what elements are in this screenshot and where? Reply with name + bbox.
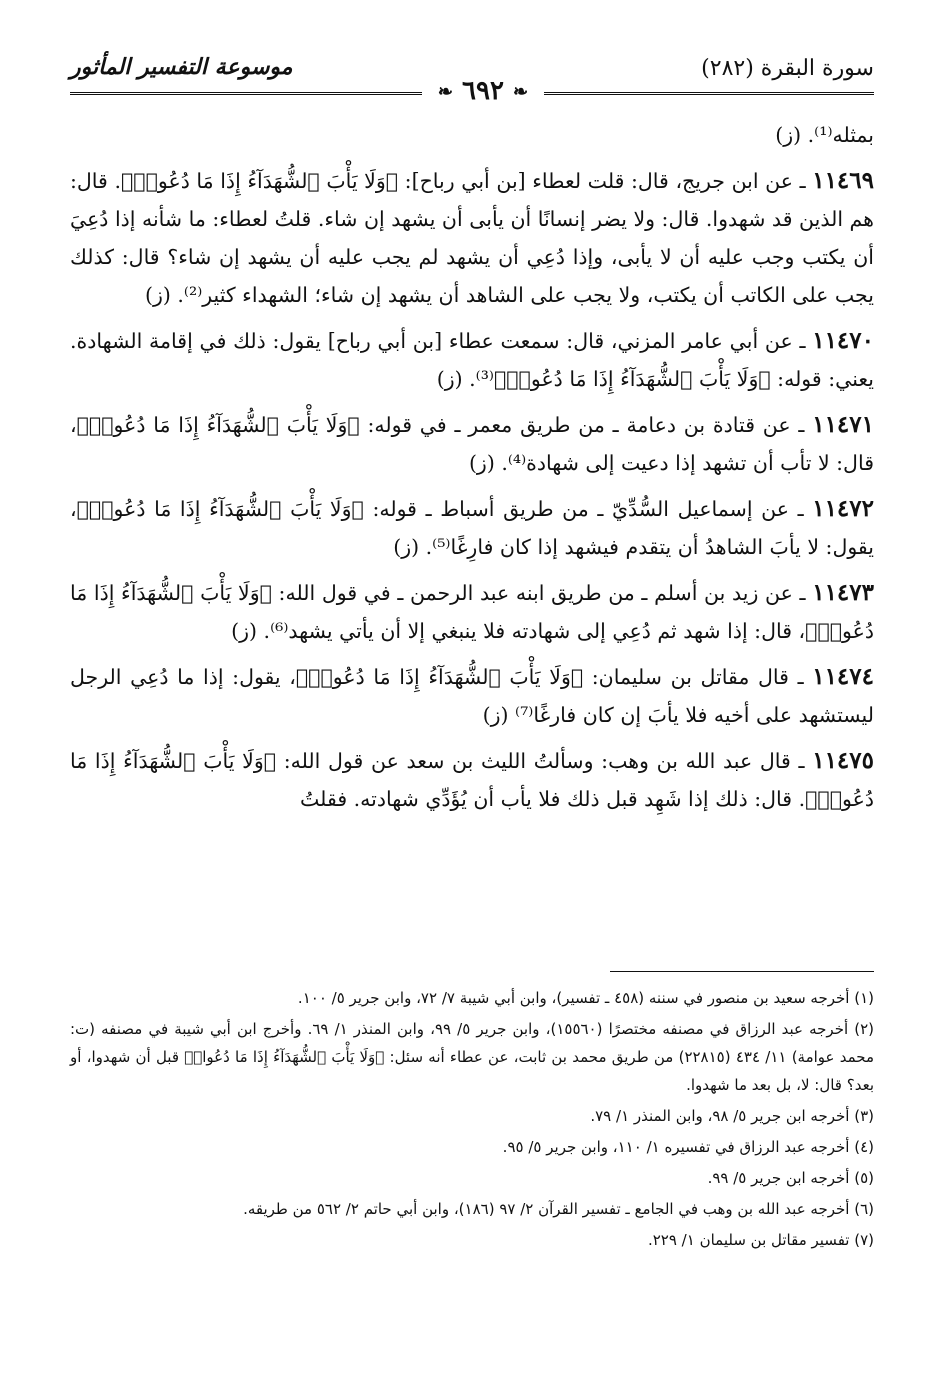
athar-number: ١١٤٧٠ <box>812 327 874 354</box>
footnote: (١) أخرجه سعيد بن منصور في سننه (٤٥٨ ـ تفسير)، وابن أبي شيبة ٧/ ٧٢، وابن جرير ٥/ ١٠٠. <box>297 989 874 1007</box>
footnote: (٥) أخرجه ابن جرير ٥/ ٩٩. <box>707 1169 874 1187</box>
paragraph <box>70 742 874 818</box>
paragraph-text: ـ عن قتادة بن دعامة ـ من طريق معمر ـ في قوله: ﴿وَلَا يَأْبَ ٱلشُّهَدَآءُ إِذَا مَا دُعُوا۟﴾، قال: لا تأب أن تشهد إذا دعيت إلى شهادة⁽⁴⁾. (ز) <box>70 413 874 475</box>
paragraph-text: ـ عن ابن جريج، قال: قلت لعطاء [بن أبي رباح]: ﴿وَلَا يَأْبَ ٱلشُّهَدَآءُ إِذَا مَا دُعُوا۟﴾. قال: هم الذين قد شهدوا. قال: ولا يضر إنسانًا أن يأبى أن يشهد إن شاء. قلتُ لعطاء: ما شأنه إذا دُعِيَ أن يكتب وجب عليه أن لا يأبى، وإذا دُعِي أن يشهد لم يجب عليه أن يشهد إن شاء؟ قال: كذلك يجب على الكاتب أن يكتب، ولا يجب على الشاهد أن يشهد إن شاء؛ الشهداء كثير⁽²⁾. (ز) <box>69 169 874 307</box>
page-number-block <box>422 76 544 106</box>
paragraph-text: ـ قال عبد الله بن وهب: وسألتُ الليث بن سعد عن قول الله: ﴿وَلَا يَأْبَ ٱلشُّهَدَآءُ إِذَا مَا دُعُوا۟﴾. قال: ذلك إذا شَهِد قبل ذلك فلا يأب أن يُؤَدِّي شهادته. فقلتُ <box>70 749 874 811</box>
paragraph <box>70 322 874 398</box>
athar-number: ١١٤٧٥ <box>812 747 874 774</box>
paragraph-text: بمثله⁽¹⁾. (ز) <box>775 123 874 147</box>
paragraph <box>70 116 874 154</box>
footnotes <box>70 984 874 1257</box>
footnote: (٣) أخرجه ابن جرير ٥/ ٩٨، وابن المنذر ١/ ٧٩. <box>590 1107 874 1125</box>
ornament-icon: ❧ <box>437 81 453 103</box>
paragraph-text: ـ قال مقاتل بن سليمان: ﴿وَلَا يَأْبَ ٱلشُّهَدَآءُ إِذَا مَا دُعُوا۟﴾، يقول: إذا ما دُعِي الرجل ليستشهد على أخيه فلا يأبَ إن كان فارغًا⁽⁷⁾ (ز) <box>70 665 874 727</box>
footnote-separator <box>610 971 874 972</box>
paragraph <box>70 574 874 650</box>
paragraph-text: ـ عن إسماعيل السُّدِّيّ ـ من طريق أسباط ـ قوله: ﴿وَلَا يَأْبَ ٱلشُّهَدَآءُ إِذَا مَا دُعُوا۟﴾، يقول: لا يأبَ الشاهدُ أن يتقدم فيشهد إذا كان فارِغًا⁽⁵⁾. (ز) <box>70 497 874 559</box>
book-title: موسوعة التفسير المأثور <box>70 54 293 80</box>
athar-number: ١١٤٧١ <box>812 411 874 438</box>
paragraph <box>70 658 874 734</box>
footnote: (٢) أخرجه عبد الرزاق في مصنفه مختصرًا (١٥٥٦٠)، وابن جرير ٥/ ٩٩، وابن المنذر ١/ ٦٩. وأخرج ابن أبي شيبة في مصنفه (ت: محمد عوامة) ١١/ ٤٣٤ (٢٢٨١٥) من طريق محمد بن ثابت، عن عطاء أنه سئل: ﴿وَلَا يَأْبَ ٱلشُّهَدَآءُ إِذَا مَا دُعُوا۟﴾ قبل أن شهدوا، أو بعد؟ قال: لا، بل بعد ما شهدوا. <box>70 1020 875 1094</box>
page-number: ٦٩٢ <box>462 76 504 106</box>
page-header <box>70 52 874 108</box>
paragraph-text: ـ عن زيد بن أسلم ـ من طريق ابنه عبد الرحمن ـ في قول الله: ﴿وَلَا يَأْبَ ٱلشُّهَدَآءُ إِذَا مَا دُعُوا۟﴾، قال: إذا شهد ثم دُعِي إلى شهادته فلا ينبغي إلا أن يأتي يشهد⁽⁶⁾. (ز) <box>70 581 874 643</box>
paragraph <box>70 490 874 566</box>
ornament-icon: ❧ <box>513 81 529 103</box>
athar-number: ١١٤٧٣ <box>812 579 874 606</box>
header-rule-right <box>544 92 874 95</box>
footnote: (٧) تفسير مقاتل بن سليمان ١/ ٢٢٩. <box>647 1231 874 1249</box>
paragraph <box>70 406 874 482</box>
athar-number: ١١٤٧٢ <box>812 495 874 522</box>
athar-number: ١١٤٦٩ <box>812 167 874 194</box>
surah-label: سورة البقرة (٢٨٢) <box>701 56 874 81</box>
header-rule-left <box>70 92 422 95</box>
main-text <box>70 116 874 826</box>
footnote: (٦) أخرجه عبد الله بن وهب في الجامع ـ تفسير القرآن ٢/ ٩٧ (١٨٦)، وابن أبي حاتم ٢/ ٥٦٢ من طريقه. <box>243 1200 874 1218</box>
paragraph <box>70 162 874 314</box>
athar-number: ١١٤٧٤ <box>812 663 874 690</box>
paragraph-text: ـ عن أبي عامر المزني، قال: سمعت عطاء [بن أبي رباح] يقول: ذلك في إقامة الشهادة. يعني: قوله: ﴿وَلَا يَأْبَ ٱلشُّهَدَآءُ إِذَا مَا دُعُوا۟﴾⁽³⁾. (ز) <box>70 329 874 391</box>
footnote: (٤) أخرجه عبد الرزاق في تفسيره ١/ ١١٠، وابن جرير ٥/ ٩٥. <box>502 1138 874 1156</box>
